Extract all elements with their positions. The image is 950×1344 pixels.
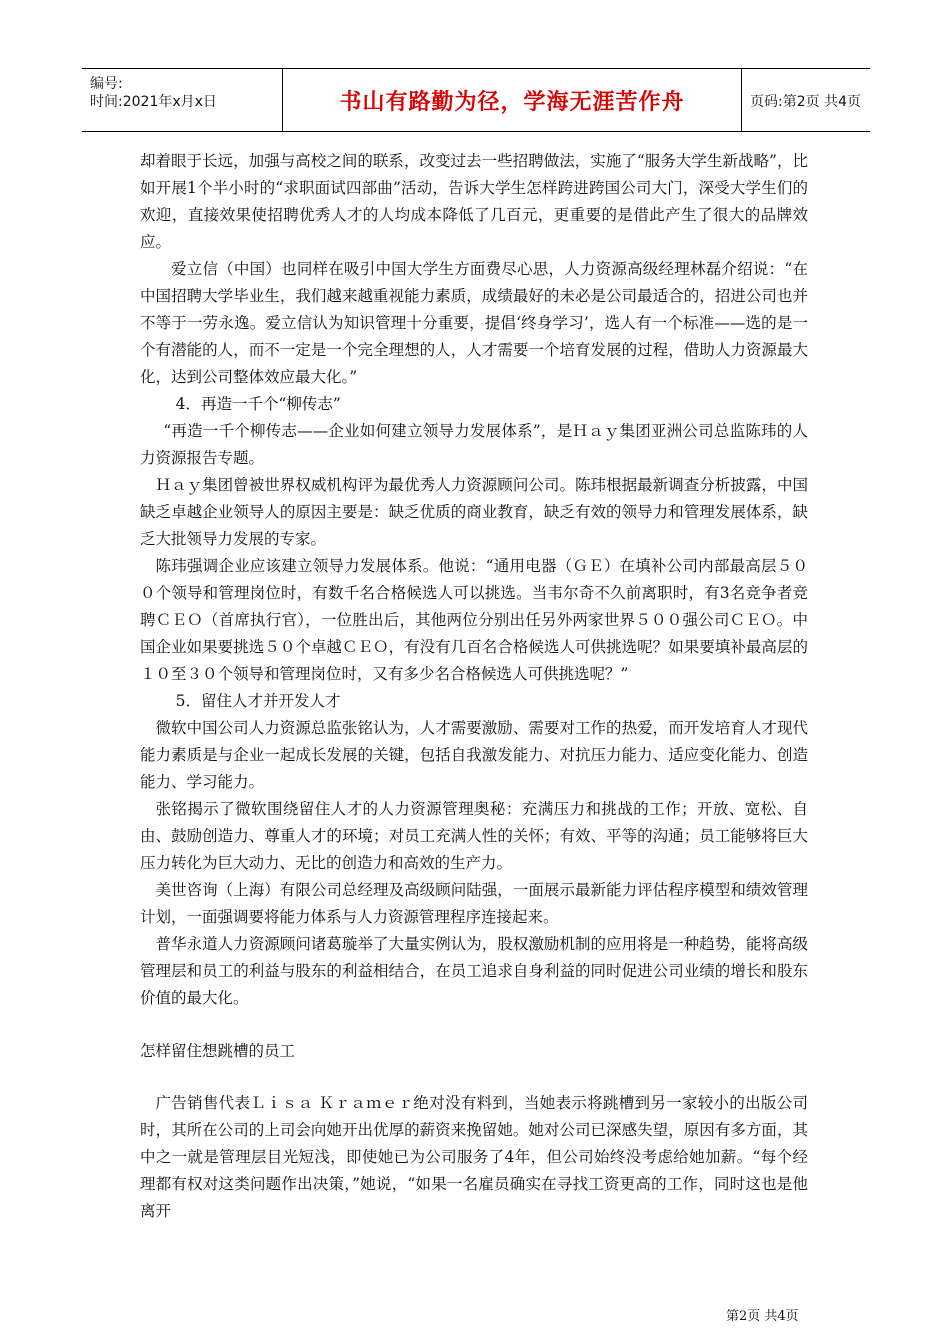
document-date-label: 时间:2021年x月x日 bbox=[90, 94, 217, 110]
body-paragraph: 美世咨询（上海）有限公司总经理及高级顾问陆强，一面展示最新能力评估程序模型和绩效管理计划，一面强调要将能力体系与人力资源管理程序连接起来。 bbox=[140, 881, 808, 926]
section-heading: 4．再造一千个“柳传志” bbox=[175, 395, 341, 413]
header-motto-cell bbox=[282, 69, 742, 131]
body-paragraph: Ｈａｙ集团曾被世界权威机构评为最优秀人力资源顾问公司。陈玮根据最新调查分析披露，中国缺乏卓越企业领导人的原因主要是：缺乏优质的商业教育，缺乏有效的领导力和管理发展体系，缺乏大批领导力发展的专家。 bbox=[140, 476, 808, 548]
page-footer: 第2页 共4页 bbox=[726, 1309, 799, 1324]
body-paragraph: 张铭揭示了微软围绕留住人才的人力资源管理奥秘：充满压力和挑战的工作；开放、宽松、自由、鼓励创造力、尊重人才的环境；对员工充满人性的关怀；有效、平等的沟通；员工能够将巨大压力转化为巨大动力、无比的创造力和高效的生产力。 bbox=[140, 800, 808, 872]
page-header bbox=[82, 68, 870, 132]
header-page-cell bbox=[740, 69, 870, 131]
header-page-number: 页码:第2页 共4页 bbox=[750, 94, 861, 110]
header-info-cell bbox=[82, 69, 282, 131]
section-heading: 5．留住人才并开发人才 bbox=[175, 692, 341, 710]
document-number-label: 编号: bbox=[90, 76, 123, 92]
body-paragraph: 广告销售代表Ｌｉｓａ Ｋｒａｍｅｒ绝对没有料到，当她表示将跳槽到另一家较小的出版公司时，其所在公司的上司会向她开出优厚的薪资来挽留她。她对公司已深感失望，原因有多方面，其中之一就是管理层目光短浅，即使她已为公司服务了4年，但公司始终没考虑给她加薪。“每个经理都有权对这类问题作出决策，”她说，“如果一名雇员确实在寻找工资更高的工作，同时这也是他离开 bbox=[140, 1094, 808, 1220]
body-paragraph: 陈玮强调企业应该建立领导力发展体系。他说：“通用电器（ＧＥ）在填补公司内部最高层５００个领导和管理岗位时，有数千名合格候选人可以挑选。当韦尔奇不久前离职时，有3名竞争者竞聘ＣＥＯ（首席执行官），一位胜出后，其他两位分别出任另外两家世界５００强公司ＣＥＯ。中国企业如果要挑选５０个卓越ＣＥＯ，有没有几百名合格候选人可供挑选呢？如果要填补最高层的１０至３０个领导和管理岗位时，又有多少名合格候选人可供挑选呢？” bbox=[140, 557, 808, 683]
document-body bbox=[140, 148, 808, 1225]
body-paragraph: 普华永道人力资源顾问诸葛璇举了大量实例认为，股权激励机制的应用将是一种趋势，能将高级管理层和员工的利益与股东的利益相结合，在员工追求自身利益的同时促进公司业绩的增长和股东价值的最大化。 bbox=[140, 935, 808, 1007]
body-paragraph: 却着眼于长远，加强与高校之间的联系，改变过去一些招聘做法，实施了“服务大学生新战略”，比如开展1个半小时的“求职面试四部曲”活动，告诉大学生怎样跨进跨国公司大门，深受大学生们的欢迎，直接效果使招聘优秀人才的人均成本降低了几百元，更重要的是借此产生了很大的品牌效应。 bbox=[140, 152, 808, 251]
body-paragraph: 爱立信（中国）也同样在吸引中国大学生方面费尽心思，人力资源高级经理林磊介绍说：“在中国招聘大学毕业生，我们越来越重视能力素质，成绩最好的未必是公司最适合的，招进公司也并不等于一劳永逸。爱立信认为知识管理十分重要，提倡‘终身学习’，选人有一个标准——选的是一个有潜能的人，而不一定是一个完全理想的人，人才需要一个培育发展的过程，借助人力资源最大化，达到公司整体效应最大化。” bbox=[140, 260, 808, 386]
article-title: 怎样留住想跳槽的员工 bbox=[140, 1042, 296, 1060]
body-paragraph: 微软中国公司人力资源总监张铭认为，人才需要激励、需要对工作的热爱，而开发培育人才现代能力素质是与企业一起成长发展的关键，包括自我激发能力、对抗压力能力、适应变化能力、创造能力、学习能力。 bbox=[140, 719, 808, 791]
body-paragraph: “再造一千个柳传志——企业如何建立领导力发展体系”，是Ｈａｙ集团亚洲公司总监陈玮的人力资源报告专题。 bbox=[140, 422, 808, 467]
header-motto: 书山有路勤为径，学海无涯苦作舟 bbox=[339, 90, 685, 115]
